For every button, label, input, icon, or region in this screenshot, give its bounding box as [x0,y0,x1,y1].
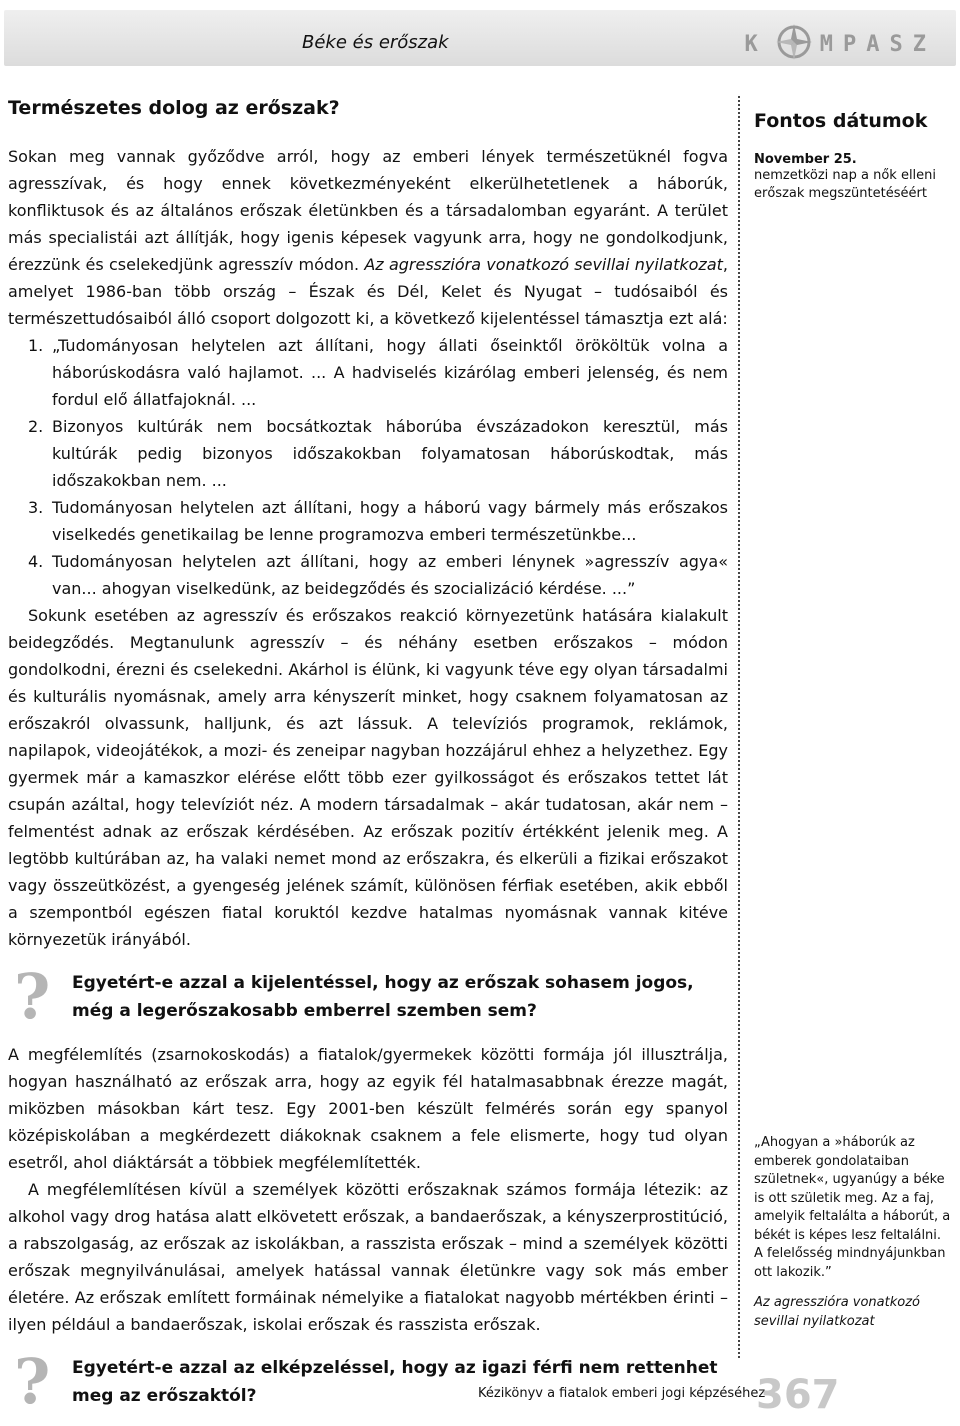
list-item [8,548,728,602]
compass-icon [774,22,814,66]
sidebar-quote-text: „Ahogyan a »háborúk az emberek gondolataiban születnek«, ugyanúgy a béke is ott születik meg. Az a faj, amelyik feltalálta a háborút, a békét is képes lesz feltalálni. A felelősség mindnyájunkban ott lakozik.” [754,1135,951,1280]
page-header [4,10,956,66]
statement-list [8,332,728,602]
logo-text-left: K [744,31,768,57]
header-title: Béke és erőszak [302,32,449,53]
list-item [8,413,728,494]
question-text-1: Egyetért-e azzal a kijelentéssel, hogy az erőszak sohasem jogos, még a legerőszakosabb emberrel szemben sem? [72,973,694,1021]
intro-text-rest: , amelyet 1986-ban több ország – Észak és Dél, Kelet és Nyugat – tudósaiból és természettudósaiból álló csoport dolgozott ki, a következő kijelentéssel támasztja ezt alá: [8,255,728,328]
body-paragraph-2: Sokunk esetében az agresszív és erőszakos reakció környezetünk hatására kialakult beidegződés. Megtanulunk agresszív – és néhány esetben erőszakos – módon gondolkodni, érezni és cselekedni. Akárhol is élünk, ki vagyunk téve egy olyan társadalmi és kulturális nyomásnak, amely arra kényszerít minket, hogy csaknem folyamatosan az erőszakról olvassunk, halljunk, és azt lássuk. A televíziós programok, reklámok, napilapok, videojátékok, a mozi- és zeneipar nagyban hozzájárul ehhez a helyzethez. Egy gyermek már a kamaszkor elérése előtt több ezer gyilkosságot és erőszakos tettet lát csupán azáltal, hogy televíziót néz. A modern társadalmak – akár tudatosan, akár nem – felmentést adnak az erőszak kérdésében. Az erőszak pozitív értékként jelenik meg. A legtöbb kultúrában az, ha valaki nemet mond az erőszakra, és elkerüli a fizikai erőszakot vagy összeütközést, a gyengeség jelének számít, különösen férfiak esetében, akik ebből a szempontból egészen fiatal koruktól kezdve hatalmas nyomásnak vannak kitéve környezetük irányából. [8,606,728,949]
list-item-number: 3. [28,498,44,517]
list-item-text: „Tudományosan helytelen azt állítani, hogy állati őseinktől örököltük volna a háborúskodásra való hajlamot. ... A hadviselés kizárólag emberi jelenség, és nem fordul elő állatfajoknál. ... [52,336,728,409]
logo-text-right: MPASZ [819,31,936,57]
sidebar-quote [754,1134,954,1331]
footer-text: Kézikönyv a fiatalok emberi jogi képzéséhez [478,1386,766,1401]
list-item-text: Bizonyos kultúrák nem bocsátkoztak háborúba évszázadokon keresztül, más kultúrák pedig bizonyos időszakokban folyamatosan háborúskodtak, más időszakokban nem. ... [52,417,728,490]
sidebar-title: Fontos dátumok [754,110,928,132]
list-item-number: 2. [28,417,44,436]
section-title: Természetes dolog az erőszak? [8,97,340,119]
question-box-1 [8,960,728,1033]
sidebar-dates [754,110,954,203]
body-paragraph-4: A megfélemlítésen kívül a személyek közötti erőszaknak számos formája létezik: az alkohol vagy drog hatása alatt elkövetett erőszak, a bandaerőszak, a kényszerprostitúció, a rabszolgaság, az erőszak az iskolákban, a rasszista erőszak – mind a személyek közötti erőszak megnyilvánulásai, amelyek hatással vannak életünkre vagy sok más ember életére. Az erőszak említett formáinak némelyike a fiatalokat nagyobb mértékben érinti – ilyen például a bandaerőszak, iskolai erőszak és rasszista erőszak. [8,1180,728,1334]
main-column [8,95,728,1426]
question-mark-icon: ? [14,1345,51,1418]
list-item-number: 1. [28,336,44,355]
date-description: nemzetközi nap a nők elleni erőszak megszüntetéséért [754,168,937,201]
list-item-text: Tudományosan helytelen azt állítani, hogy az emberi lénynek »agresszív agya« van... ahogyan viselkedünk, az beidegződés és szocializáció kérdése. ...” [52,552,728,598]
list-item-text: Tudományosan helytelen azt állítani, hogy a háború vagy bármely más erőszakos viselkedés genetikailag be lenne programozva emberi természetünkbe... [52,498,728,544]
body-paragraph-3: A megfélemlítés (zsarnokoskodás) a fiatalok/gyermekek közötti formája jól illusztrálja, hogyan használható az erőszak arra, hogy az egyik fél hatalmasabbnak érezze magát, miközben másokban kárt tesz. Egy 2001-ben készült felmérés során egy spanyol középiskolában a megkérdezett diákoknak csaknem a fele elismerte, hogy tud olyan esetről, ahol diáktársát a többiek megfélemlítették. [8,1045,728,1172]
question-mark-icon: ? [14,960,51,1033]
list-item [8,494,728,548]
intro-paragraph [8,143,728,332]
sidebar-quote-source: Az agresszióra vonatkozó sevillai nyilatkozat [754,1295,920,1329]
page-number: 367 [756,1372,840,1418]
list-item [8,332,728,413]
column-divider [738,96,740,1358]
question-text-2: Egyetért-e azzal az elképzeléssel, hogy az igazi férfi nem rettenhet meg az erőszaktól? [72,1358,718,1406]
sevilla-statement-ref: Az agresszióra vonatkozó sevillai nyilatkozat [364,255,723,274]
date-title: November 25. [754,152,857,167]
intro-text: Sokan meg vannak győződve arról, hogy az emberi lények természetüknél fogva agresszívak, és hogy ennek következményeként elkerülhetetlenek a háborúk, konfliktusok és az általános erőszak életünkben és a társadalomban egyaránt. A terület más specialistái azt állítják, hogy igenis képesek vagyunk arra, hogy ne gondolkodjunk, érezzünk és cselekedjünk agresszív módon. [8,147,728,274]
list-item-number: 4. [28,552,44,571]
question-box-2 [8,1345,728,1418]
kompasz-logo [745,22,936,66]
